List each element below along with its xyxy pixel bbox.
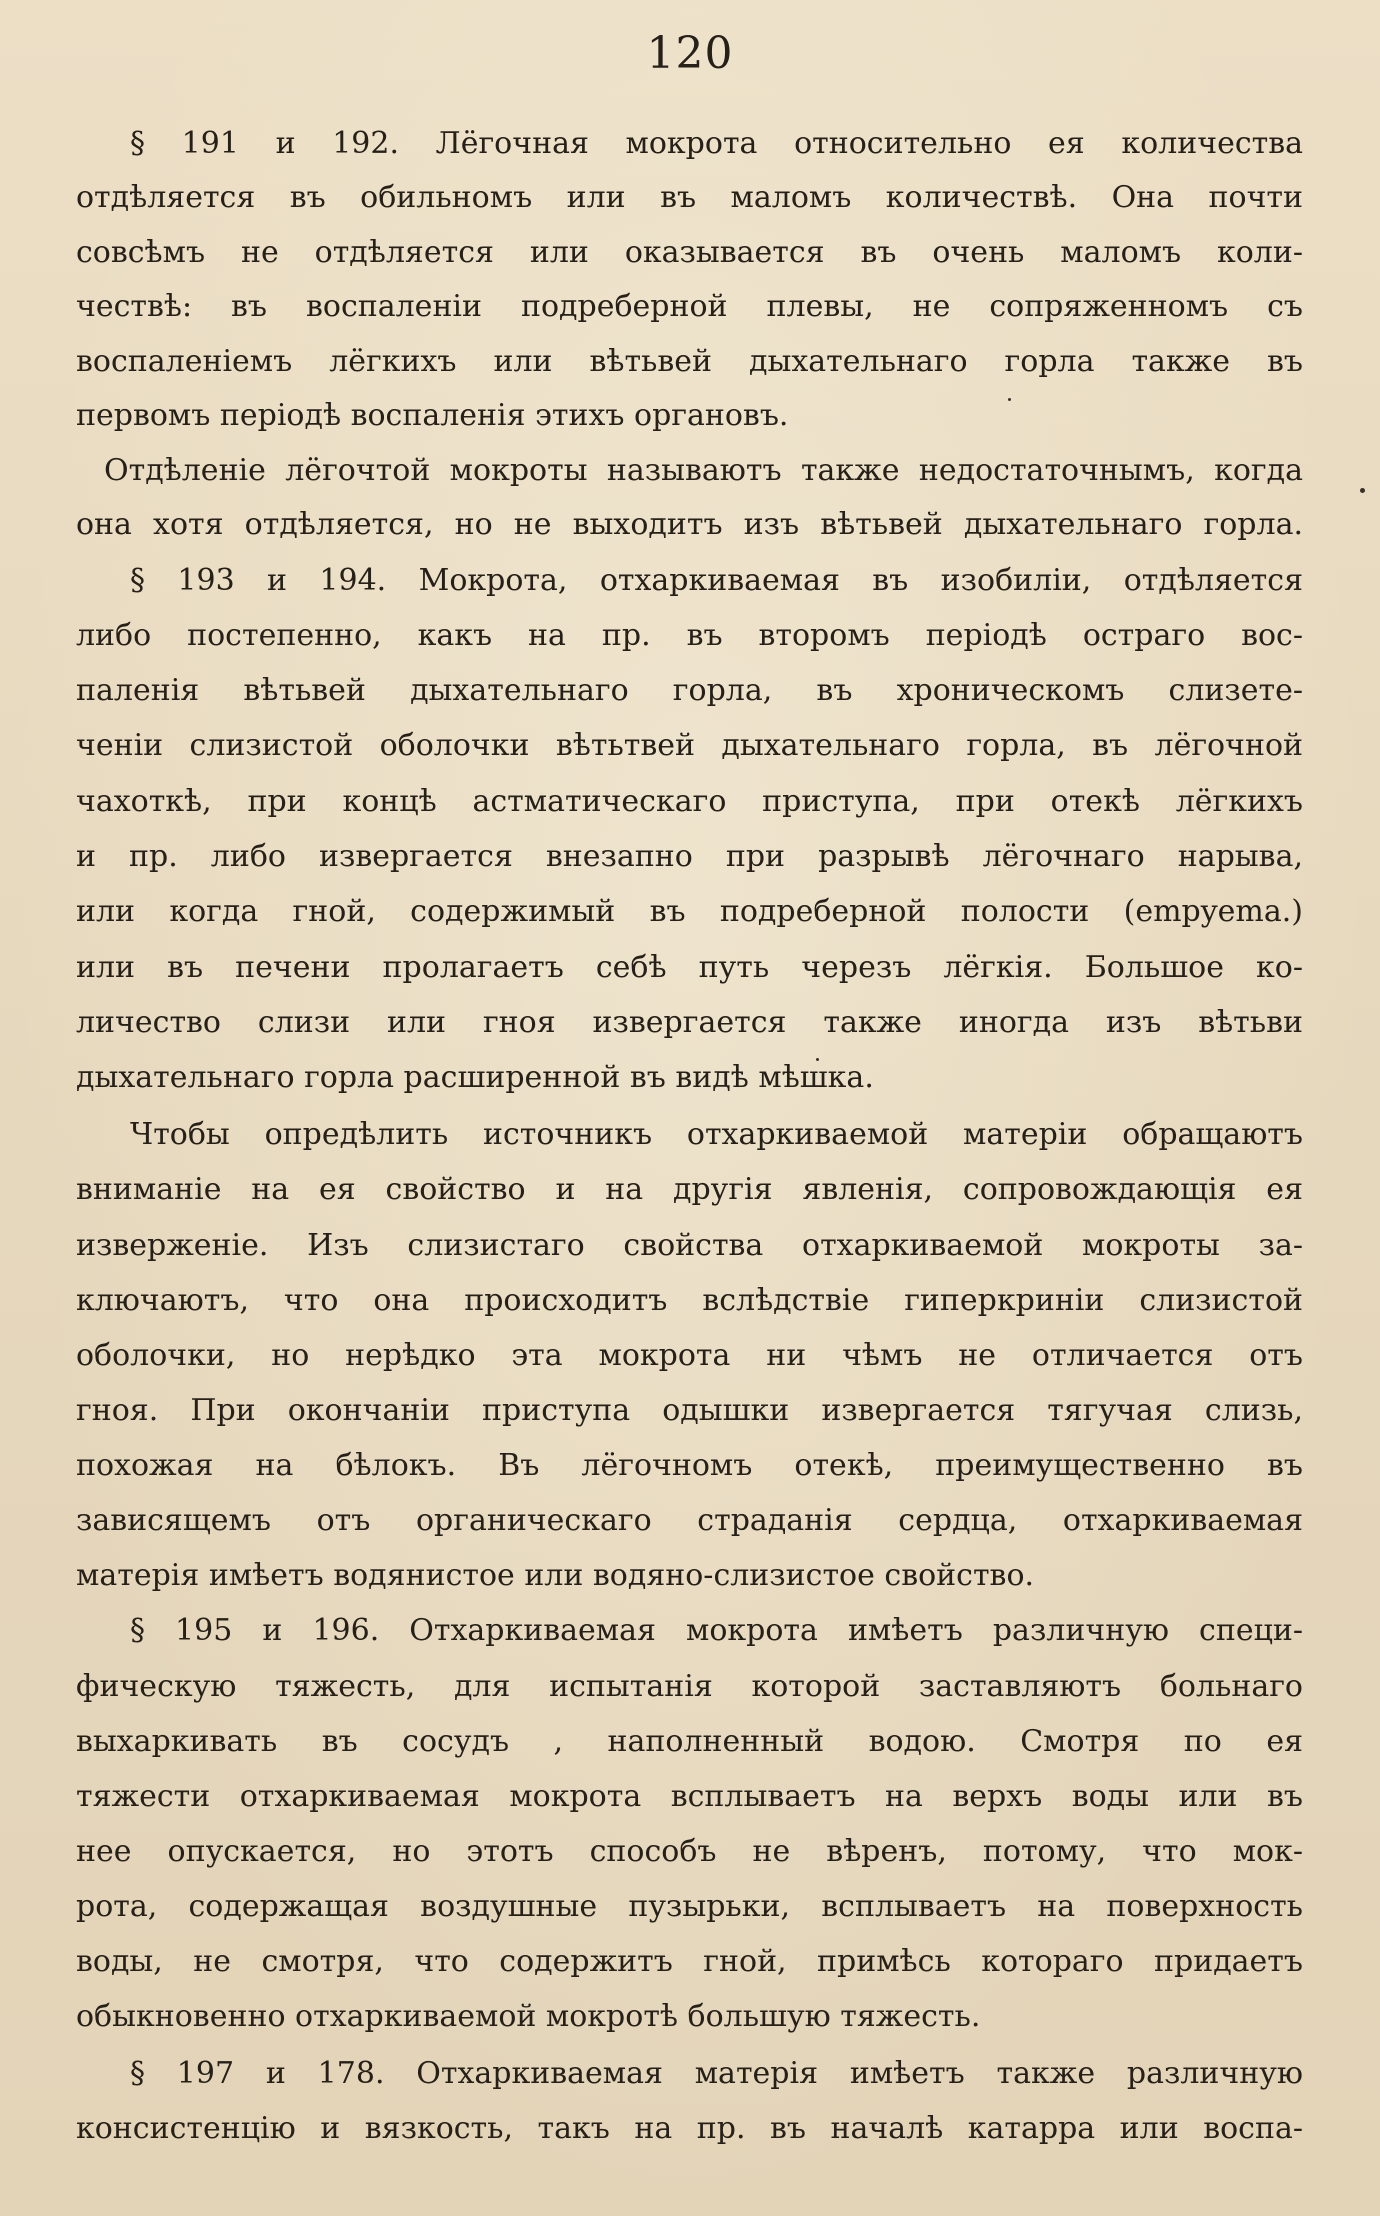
text-line: воды, не смотря, что содержитъ гной, примѣсь котораго придаетъ <box>76 1944 1303 1979</box>
page-number: 120 <box>646 28 734 79</box>
text-line: или въ печени пролагаетъ себѣ путь черезъ лёгкія. Большое ко- <box>76 950 1303 985</box>
text-line: фическую тяжесть, для испытанія которой заставляютъ больнаго <box>76 1669 1303 1704</box>
text-line: похожая на бѣлокъ. Въ лёгочномъ отекѣ, преимущественно въ <box>76 1448 1303 1483</box>
text-line: обыкновенно отхаркиваемой мокротѣ большую тяжесть. <box>76 1999 981 2034</box>
text-line: отдѣляется въ обильномъ или въ маломъ количествѣ. Она почти <box>76 180 1303 215</box>
text-line: ключаютъ, что она происходитъ вслѣдствіе гиперкриніи слизистой <box>76 1283 1303 1318</box>
text-line: консистенцію и вязкость, такъ на пр. въ началѣ катарра или воспа- <box>76 2111 1303 2146</box>
text-line: матерія имѣетъ водянистое или водяно-слизистое свойство. <box>76 1558 1035 1593</box>
text-line: ченіи слизистой оболочки вѣтьтвей дыхательнаго горла, въ лёгочной <box>76 728 1303 763</box>
text-line: совсѣмъ не отдѣляется или оказывается въ очень маломъ коли- <box>76 235 1303 270</box>
text-line: § 193 и 194. Мокрота, отхаркиваемая въ изобиліи, отдѣляется <box>130 563 1303 598</box>
text-line: Чтобы опредѣлить источникъ отхаркиваемой матеріи обращаютъ <box>130 1117 1303 1152</box>
text-line: личество слизи или гноя извергается также иногда изъ вѣтьви <box>76 1005 1303 1040</box>
text-line: чахоткѣ, при концѣ астматическаго приступа, при отекѣ лёгкихъ <box>76 784 1303 819</box>
text-line: воспаленіемъ лёгкихъ или вѣтьвей дыхательнаго горла также въ <box>76 344 1303 379</box>
text-line: паленія вѣтьвей дыхательнаго горла, въ хроническомъ слизете- <box>76 673 1303 708</box>
text-line: дыхательнаго горла расширенной въ видѣ мѣшка. <box>76 1060 874 1095</box>
text-line: оболочки, но нерѣдко эта мокрота ни чѣмъ не отличается отъ <box>76 1338 1303 1373</box>
text-line: и пр. либо извергается внезапно при разрывѣ лёгочнаго нарыва, <box>76 839 1303 874</box>
text-line: § 197 и 178. Отхаркиваемая матерія имѣетъ также различную <box>130 2056 1303 2091</box>
speck-mark <box>1360 488 1365 493</box>
text-line: рота, содержащая воздушные пузырьки, всплываетъ на поверхность <box>76 1889 1303 1924</box>
text-line: § 191 и 192. Лёгочная мокрота относительно ея количества <box>130 126 1303 161</box>
text-line: вниманіе на ея свойство и на другія явленія, сопровождающія ея <box>76 1172 1303 1207</box>
text-line: гноя. При окончаніи приступа одышки извергается тягучая слизь, <box>76 1393 1303 1428</box>
text-line: чествѣ: въ воспаленіи подреберной плевы, не сопряженномъ съ <box>76 289 1303 324</box>
text-line: или когда гной, содержимый въ подреберной полости (empyema.) <box>76 894 1303 929</box>
text-line: первомъ періодѣ воспаленія этихъ органовъ. <box>76 398 789 433</box>
text-line: тяжести отхаркиваемая мокрота всплываетъ на верхъ воды или въ <box>76 1779 1303 1814</box>
text-line: § 195 и 196. Отхаркиваемая мокрота имѣетъ различную специ- <box>130 1613 1303 1648</box>
text-line: Отдѣленіе лёгочтой мокроты называютъ также недостаточнымъ, когда <box>104 453 1303 488</box>
text-line: она хотя отдѣляется, но не выходитъ изъ вѣтьвей дыхательнаго горла. <box>76 507 1303 542</box>
text-line: нее опускается, но этотъ способъ не вѣренъ, потому, что мок- <box>76 1834 1303 1869</box>
text-line: выхаркивать въ сосудъ , наполненный водою. Смотря по ея <box>76 1724 1303 1759</box>
text-line: зависящемъ отъ органическаго страданія сердца, отхаркиваемая <box>76 1503 1303 1538</box>
text-line: изверженіе. Изъ слизистаго свойства отхаркиваемой мокроты за- <box>76 1228 1303 1263</box>
text-line: либо постепенно, какъ на пр. въ второмъ періодѣ остраго вос- <box>76 618 1303 653</box>
